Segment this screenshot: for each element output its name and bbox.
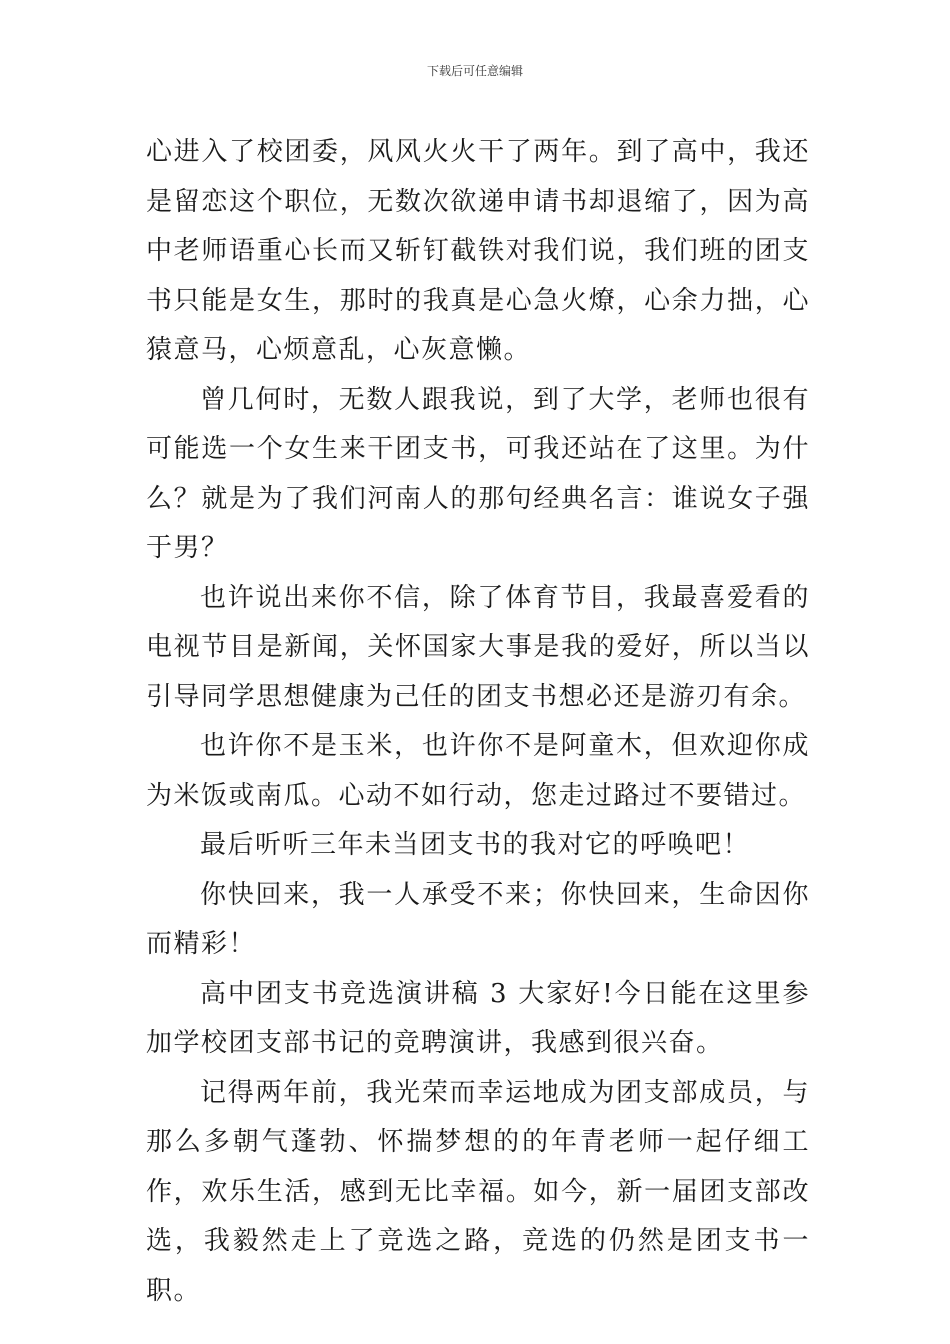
paragraph-5: 最后听听三年未当团支书的我对它的呼唤吧！ — [200, 830, 751, 860]
paragraph-3: 也许说出来你不信，除了体育节目，我最喜爱看的电视节目是新闻，关怀国家大事是我的爱好，所以当以引导同学思想健康为己任的团支书想必还是游刃有余。 — [146, 582, 810, 712]
paragraph-6: 你快回来，我一人承受不来；你快回来，生命因你而精彩！ — [146, 879, 810, 959]
paragraph-7: 高中团支书竞选演讲稿 3 大家好!今日能在这里参加学校团支部书记的竞聘演讲，我感到很兴奋。 — [146, 978, 810, 1058]
paragraph-4: 也许你不是玉米，也许你不是阿童木，但欢迎你成为米饭或南瓜。心动不如行动，您走过路过不要错过。 — [146, 731, 810, 811]
paragraph-8: 记得两年前，我光荣而幸运地成为团支部成员，与那么多朝气蓬勃、怀揣梦想的的年青老师一起仔细工作，欢乐生活，感到无比幸福。如今，新一届团支部改选，我毅然走上了竞选之路，竞选的仍然是团支书一职。 — [146, 1077, 810, 1306]
paragraph-1: 心进入了校团委，风风火火干了两年。到了高中，我还是留恋这个职位，无数次欲递申请书却退缩了，因为高中老师语重心长而又斩钉截铁对我们说，我们班的团支书只能是女生，那时的我真是心急火燎，心余力拙，心猿意马，心烦意乱，心灰意懒。 — [146, 137, 810, 365]
page-header: 下载后可任意编辑 — [426, 64, 523, 78]
paragraph-2: 曾几何时，无数人跟我说，到了大学，老师也很有可能选一个女生来干团支书，可我还站在了这里。为什么？就是为了我们河南人的那句经典名言：谁说女子强于男？ — [146, 384, 810, 563]
document-body — [146, 128, 810, 1316]
